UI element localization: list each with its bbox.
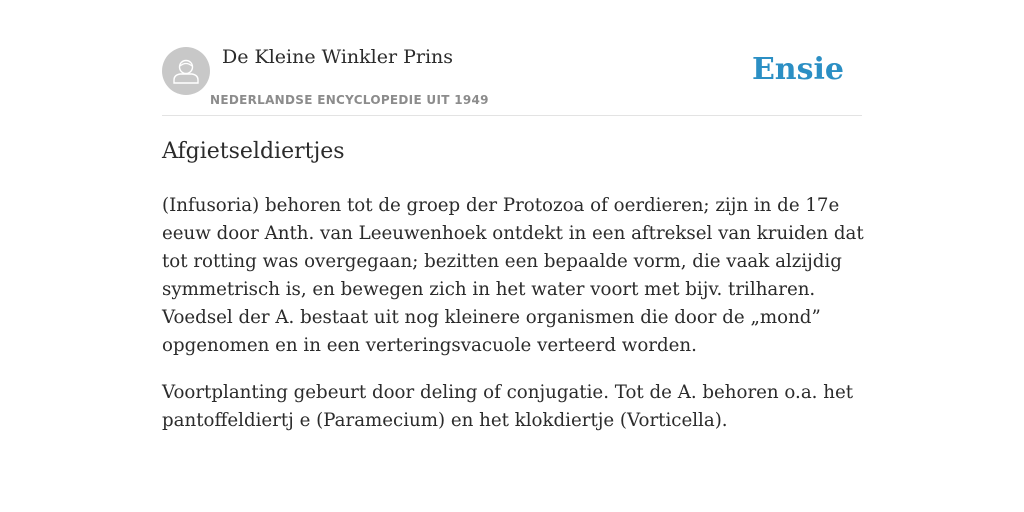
article-paragraph: Voortplanting gebeurt door deling of conjugatie. Tot de A. behoren o.a. het pantoffeldiertj e (Paramecium) en het klokdiertje (Vorticella). — [162, 382, 854, 431]
article-paragraph: (Infusoria) behoren tot de groep der Protozoa of oerdieren; zijn in de 17e eeuw door Anth. van Leeuwenhoek ontdekt in een aftreksel van kruiden dat tot rotting was overgegaan; bezitten een bepaalde vorm, die vaak alzijdig symmetrisch is, en bewegen zich in het water voort met bijv. trilharen. Voedsel der A. bestaat uit nog kleinere organismen die door de „mond” opgenomen en in een verteringsvacuole verteerd worden. — [162, 195, 864, 356]
source-subtitle: NEDERLANDSE ENCYCLOPEDIE UIT 1949 — [210, 93, 489, 107]
author-name[interactable]: De Kleine Winkler Prins — [222, 46, 454, 68]
article-header — [162, 46, 862, 116]
user-icon — [162, 47, 210, 95]
article-title: Afgietseldiertjes — [162, 139, 345, 164]
article-body — [162, 192, 867, 454]
brand-logo[interactable]: Ensie — [751, 52, 844, 87]
avatar — [162, 47, 210, 95]
